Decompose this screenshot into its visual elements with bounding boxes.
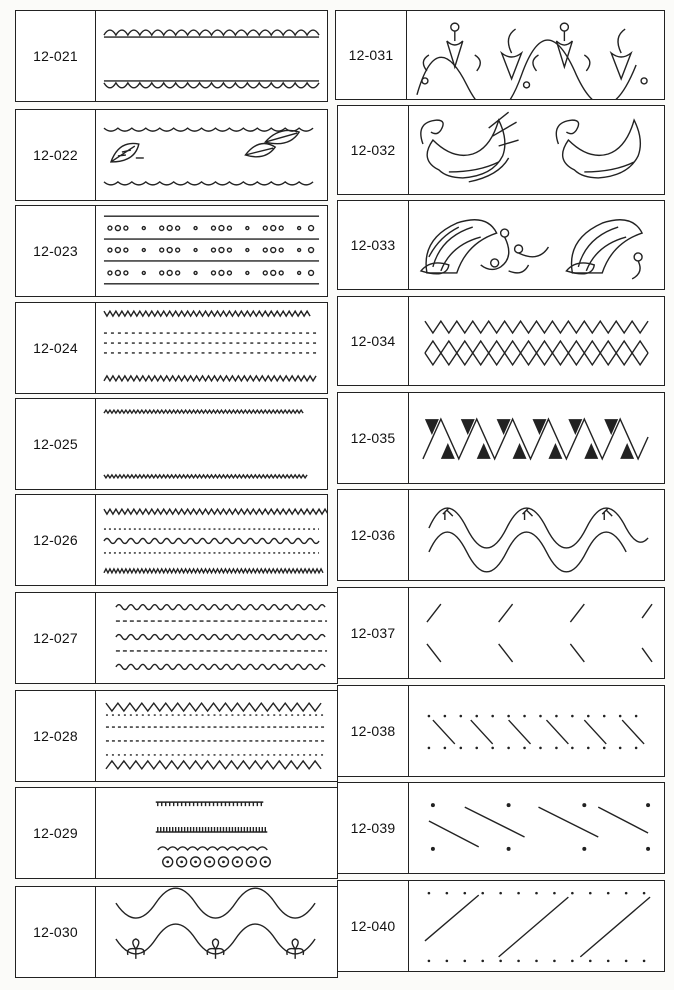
pattern-card-12-035[interactable] [337,392,665,484]
pattern-card-12-023[interactable] [15,205,328,297]
pattern-code: 12-040 [338,881,409,971]
pattern-preview [96,691,337,781]
pattern-preview [409,881,664,971]
pattern-card-12-031[interactable] [335,10,665,100]
pattern-card-12-038[interactable] [337,685,665,777]
pattern-preview [96,593,337,683]
pattern-code: 12-029 [16,788,96,878]
pattern-preview [409,783,664,873]
pattern-code: 12-035 [338,393,409,483]
pattern-code: 12-021 [16,11,96,101]
pattern-preview [409,588,664,678]
pattern-code: 12-022 [16,110,96,200]
pattern-code: 12-026 [16,495,96,585]
pattern-preview [409,106,664,194]
pattern-preview [96,11,327,101]
pattern-code: 12-037 [338,588,409,678]
pattern-code: 12-028 [16,691,96,781]
pattern-preview [409,393,664,483]
pattern-code: 12-023 [16,206,96,296]
pattern-card-12-030[interactable] [15,886,338,978]
pattern-preview [409,490,664,580]
pattern-code: 12-033 [338,201,409,289]
pattern-preview [96,399,327,489]
pattern-card-12-021[interactable] [15,10,328,102]
pattern-preview [96,788,337,878]
pattern-code: 12-034 [338,297,409,385]
pattern-card-12-024[interactable] [15,302,328,394]
pattern-card-12-040[interactable] [337,880,665,972]
pattern-card-12-036[interactable] [337,489,665,581]
pattern-code: 12-038 [338,686,409,776]
pattern-preview [96,206,327,296]
pattern-card-12-039[interactable] [337,782,665,874]
pattern-preview [407,11,664,99]
pattern-code: 12-024 [16,303,96,393]
pattern-preview [409,201,664,289]
pattern-card-12-025[interactable] [15,398,328,490]
pattern-preview [409,686,664,776]
pattern-card-12-027[interactable] [15,592,338,684]
pattern-preview [96,110,327,200]
pattern-card-12-032[interactable] [337,105,665,195]
pattern-code: 12-031 [336,11,407,99]
pattern-preview [96,303,327,393]
pattern-card-12-026[interactable] [15,494,328,586]
pattern-card-12-022[interactable] [15,109,328,201]
pattern-card-12-028[interactable] [15,690,338,782]
pattern-preview [96,887,337,977]
pattern-code: 12-032 [338,106,409,194]
pattern-card-12-034[interactable] [337,296,665,386]
pattern-card-12-037[interactable] [337,587,665,679]
pattern-code: 12-030 [16,887,96,977]
pattern-preview [409,297,664,385]
pattern-code: 12-036 [338,490,409,580]
pattern-preview [96,495,327,585]
pattern-code: 12-027 [16,593,96,683]
pattern-card-12-029[interactable] [15,787,338,879]
pattern-code: 12-025 [16,399,96,489]
pattern-card-12-033[interactable] [337,200,665,290]
pattern-code: 12-039 [338,783,409,873]
